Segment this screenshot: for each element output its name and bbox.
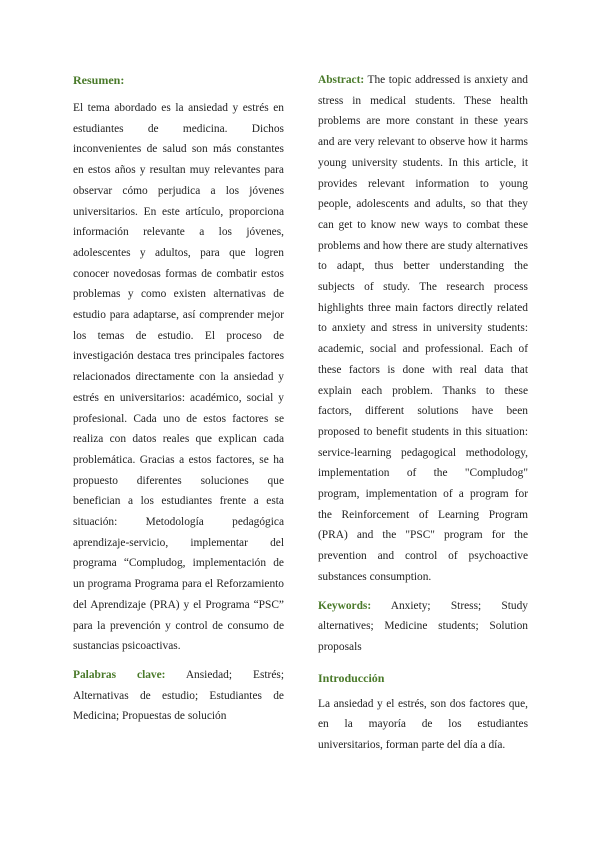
palabras-clave-label: Palabras clave:: [73, 668, 166, 681]
introduccion-text: La ansiedad y el estrés, son dos factores que, en la mayoría de los estudiantes universitarios, forman parte del día a día.: [318, 697, 528, 752]
resumen-text: El tema abordado es la ansiedad y estrés en estudiantes de medicina. Dichos inconvenientes de salud son más constantes en estos años y resultan muy relevantes para observar cómo perjudica a los jóvenes universitarios. En este artículo, proporciona información relevante a los jóvenes, adolescentes y adultos, para que logren conocer novedosas formas de combatir estos problemas y como existen alternativas de estudio para adaptarse, así comprender mejor los temas de estudio. El proceso de investigación destaca tres principales factores relacionados directamente con la ansiedad y estrés en universitarios: académico, social y profesional. Cada uno de estos factores se realiza con datos reales que explican cada problemática. Gracias a estos factores, se ha propuesto diferentes soluciones que benefician a los estudiantes frente a esta situación: Metodología pedagógica aprendizaje-servicio, implementar del programa “Compludog, implementación de un programa Programa para el Reforzamiento del Aprendizaje (PRA) y el Programa “PSC” para la prevención y control de consumo de sustancias psicoactivas.: [73, 102, 284, 653]
keywords-text: Anxiety; Stress; Study alternatives; Medicine students; Solution proposals: [318, 599, 528, 653]
introduccion-title: Introducción: [318, 670, 385, 685]
keywords: [318, 596, 528, 658]
abstract-label: Abstract:: [318, 74, 365, 86]
resumen-heading: Resumen:: [73, 73, 125, 87]
abstract-text: The topic addressed is anxiety and stress in medical students. These health problems are more constant in these years and are very relevant to observe how it harms young university students. In this article, it provides relevant information to young people, adolescents and adults, so that they can get to know new ways to combat these problems and how there are study alternatives to adapt, thus better understanding the subjects of study. The research process highlights three main factors directly related to anxiety and stress in university students: academic, social and professional. Each of these factors is done with real data that explain each problem. Thanks to these factors, different solutions have been proposed to benefit students in this situation: service-learning pedagogical methodology, implementation of the "Compludog" program, implementation of a program for the Reinforcement of Learning Program (PRA) and the "PSC" program for the prevention and control of psychoactive substances consumption.: [318, 74, 528, 583]
right-column: [318, 70, 528, 756]
palabras-clave: [73, 665, 284, 727]
left-column: [73, 70, 284, 727]
palabras-clave-text: Ansiedad; Estrés; Alternativas de estudio; Estudiantes de Medicina; Propuestas de solución: [73, 668, 284, 723]
keywords-label: Keywords:: [318, 599, 372, 612]
abstract: [318, 70, 528, 588]
